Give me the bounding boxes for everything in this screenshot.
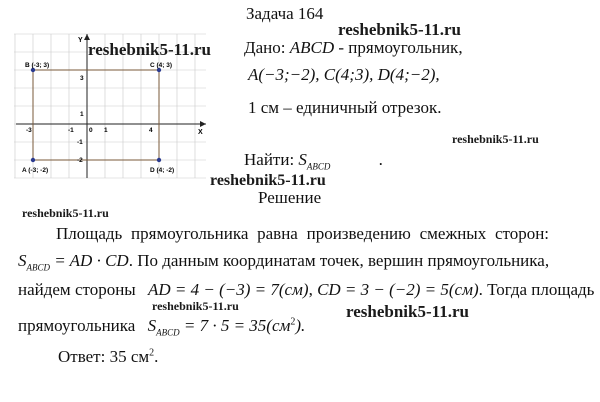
find-target: S [298,150,307,169]
vertex-d-label: D (4; -2) [150,167,175,174]
area-formula: S [18,251,27,270]
area-formula-rest: = AD · CD [50,251,129,270]
x-axis-label: X [198,129,203,136]
area-formula-sub: ABCD [26,262,50,273]
rectangle-abcd [33,70,159,160]
watermark-left-small: reshebnik5-11.ru [22,206,109,220]
y-tick-neg2: -2 [77,157,83,164]
watermark-top: reshebnik5-11.ru [338,20,461,39]
solution-line-3-end: . Тогда площадь [478,280,595,299]
find-label: Найти: [244,150,295,169]
vertex-a [31,158,35,162]
answer-sup: 2 [149,347,155,359]
vertex-d [157,158,161,162]
watermark-right: reshebnik5-11.ru [452,132,539,146]
find-trailing: . [378,150,383,169]
area-result-s: S [147,316,157,335]
solution-line-3-start: найдем стороны [18,280,136,299]
solution-line-3: найдем стороны AD = 4 − (−3) = 7(см), CD = 3 − (−2) = 5(см). Тогда площадь [18,280,595,299]
solution-line-4-start: прямоугольника [18,316,136,335]
watermark-mid: reshebnik5-11.ru [210,172,326,189]
solution-line-2 [18,251,549,272]
x-tick-neg1: -1 [68,127,74,134]
x-axis-arrow [200,121,206,127]
vertex-c-label: C (4; 3) [150,62,173,69]
given-line [244,38,463,58]
y-tick-neg1: -1 [77,139,83,146]
answer-label: Ответ: [58,347,106,366]
given-figure-desc: - прямоугольник, [338,38,463,57]
given-figure: ABCD [289,38,335,57]
y-tick-3: 3 [80,75,84,82]
watermark-formula-small: reshebnik5-11.ru [152,299,239,313]
solution-heading: Решение [258,188,322,207]
area-result-sub: ABCD [156,327,180,338]
area-result-end: ). [295,316,306,335]
side-ad-calc: AD = 4 − (−3) = 7(см) [147,280,309,299]
origin-label: 0 [89,127,93,134]
problem-title: Задача 164 [246,4,324,23]
given-points: A(−3;−2), C(4;3), D(4;−2), [248,65,440,84]
solution-line-1: Площадь прямоугольника равна произведению смежных сторон: [56,224,550,243]
solution-line-2-text: . По данным координатам точек, вершин прямоугольника, [128,251,550,270]
find-line [244,150,383,171]
y-axis-label: Y [78,37,83,44]
answer-line [58,347,158,367]
side-cd-calc: CD = 3 − (−2) = 5(см) [317,280,479,299]
area-result-rest: = 7 · 5 = 35(см [179,316,291,335]
given-unit-line: 1 см – единичный отрезок. [248,98,442,117]
watermark-graph: reshebnik5-11.ru [88,40,211,59]
vertex-a-label: A (-3; -2) [22,167,49,174]
answer-value: 35 см [109,347,150,366]
x-tick-4: 4 [149,127,153,134]
solution-line-4 [18,316,305,337]
y-tick-1: 1 [80,111,84,118]
watermark-bottom-right: reshebnik5-11.ru [346,302,469,321]
x-tick-neg3: -3 [26,127,32,134]
find-target-sub: ABCD [306,161,331,172]
area-result-sup: 2 [290,316,296,328]
answer-end: . [154,347,159,366]
vertex-b-label: B (-3; 3) [25,62,50,69]
x-tick-1: 1 [104,127,108,134]
given-label: Дано: [244,38,286,57]
